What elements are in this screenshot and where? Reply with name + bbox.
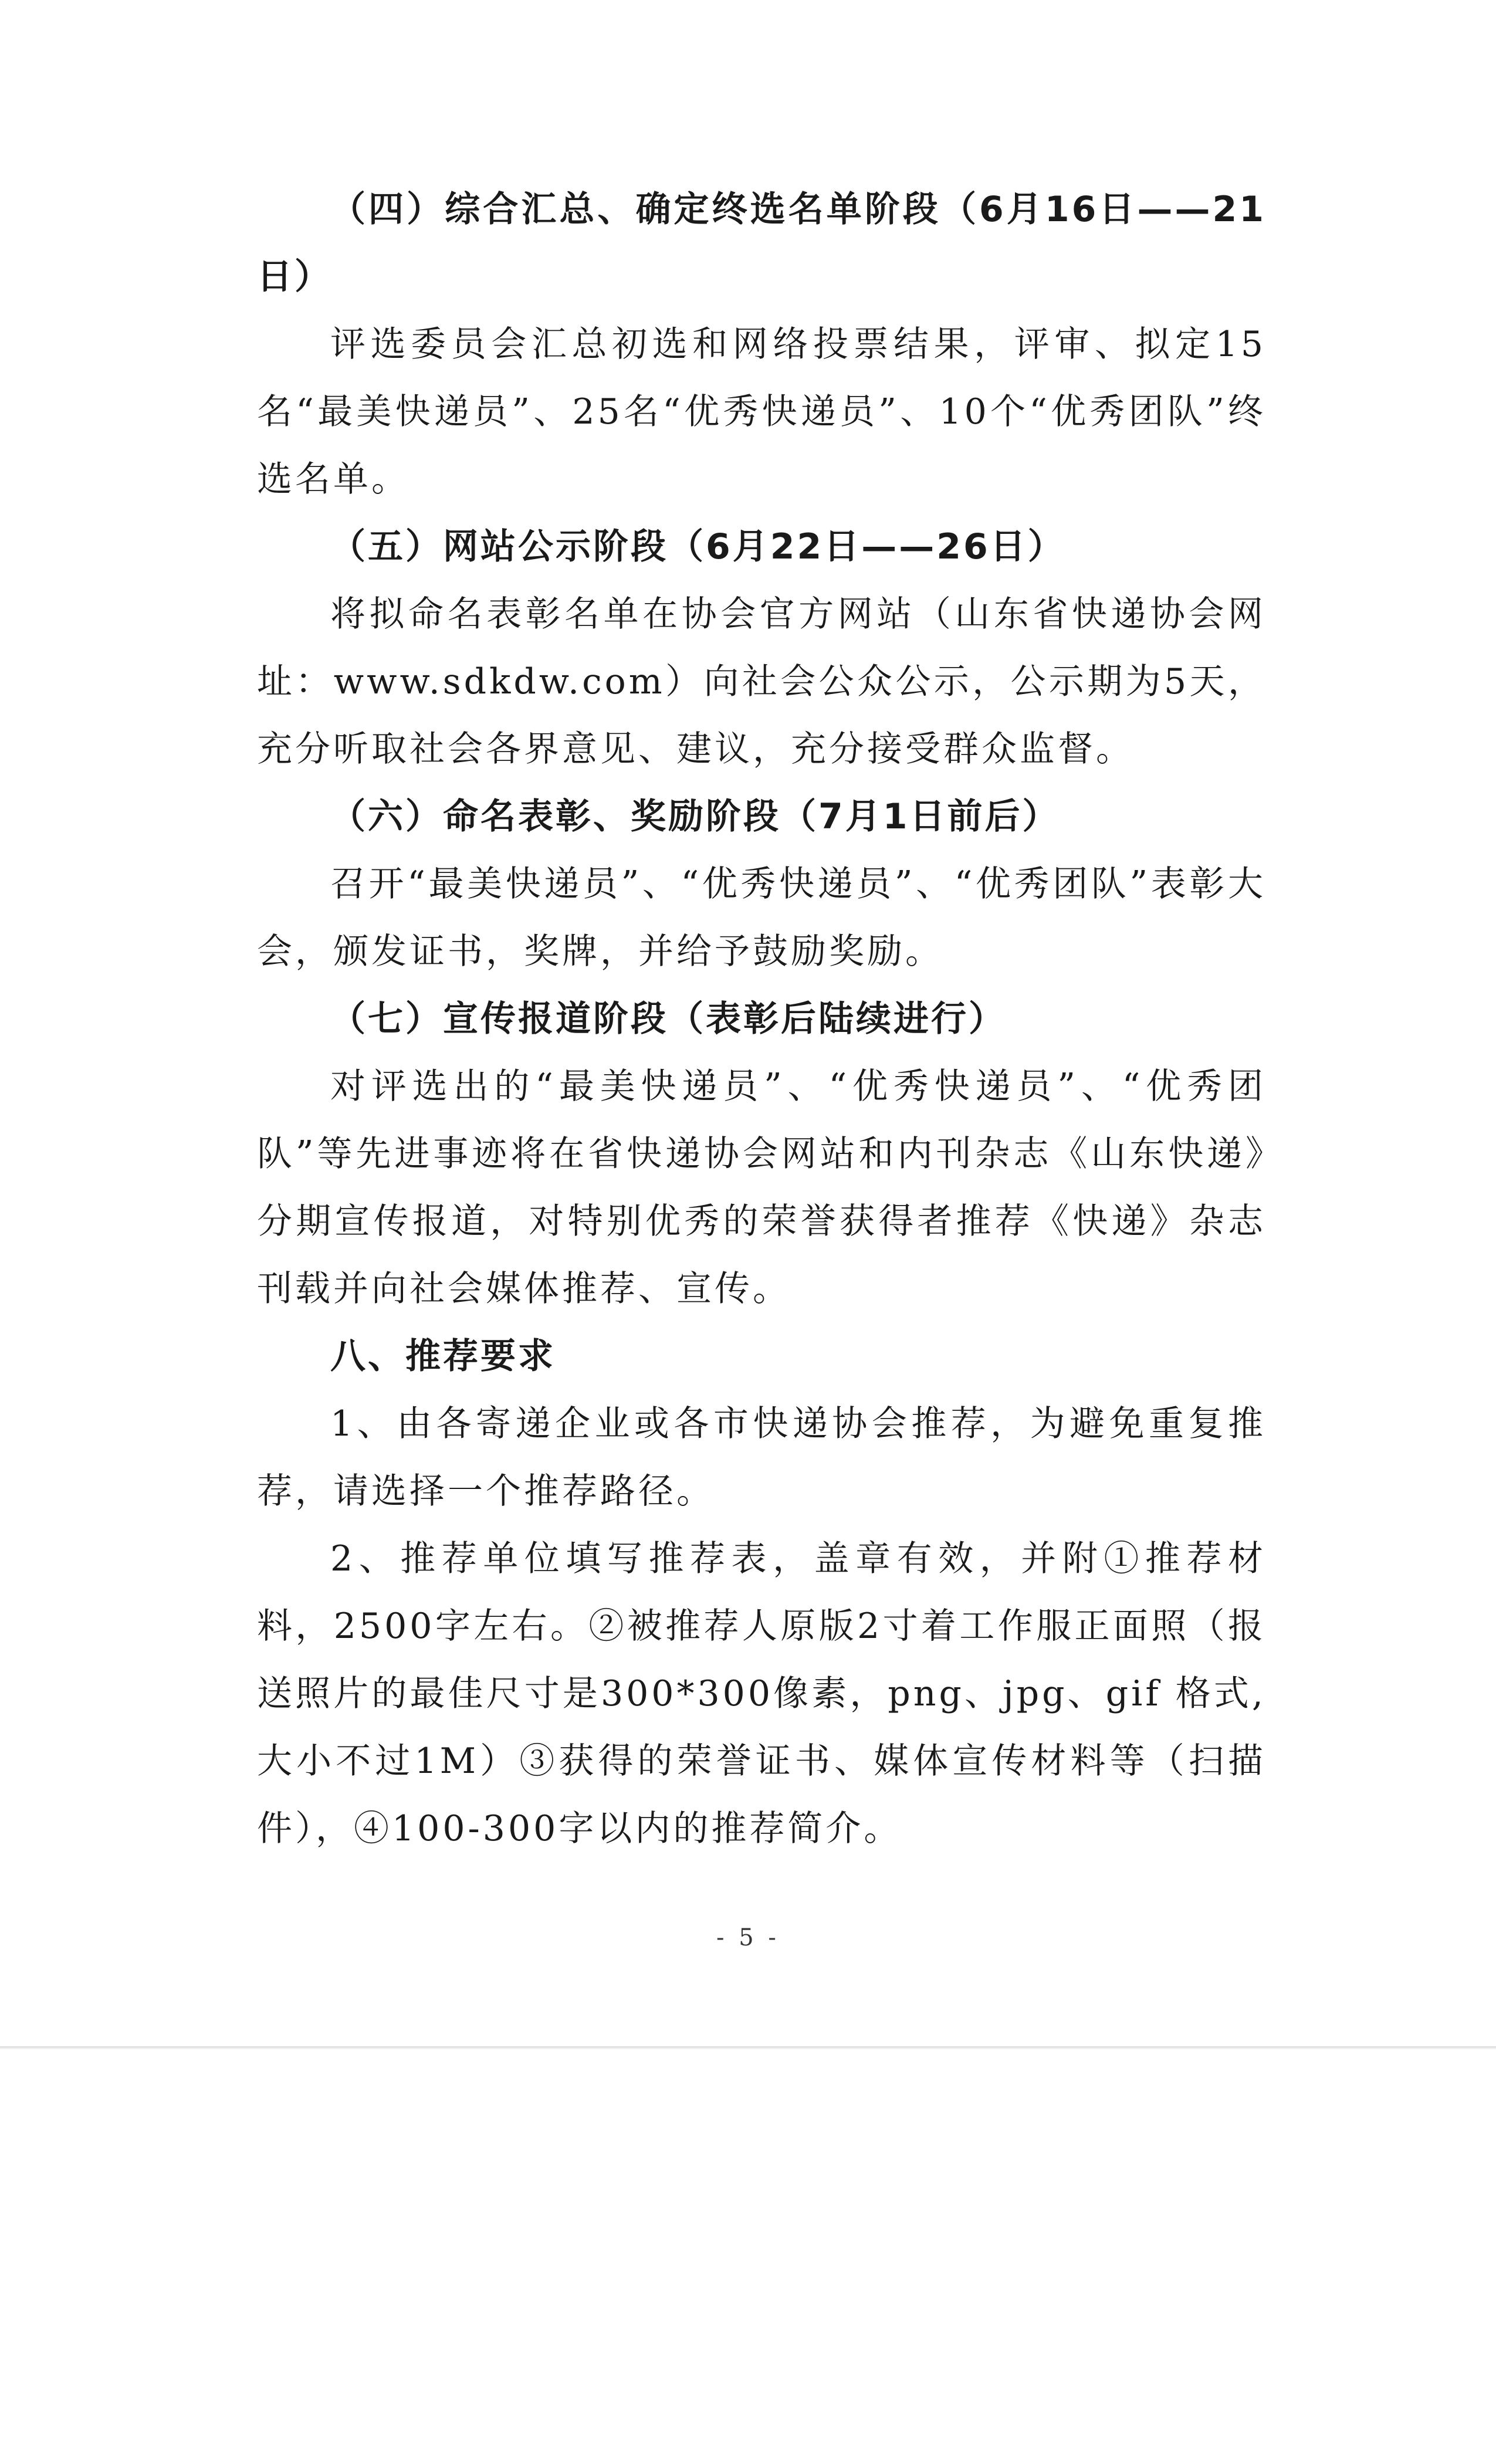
paragraph-requirement-1: 1、由各寄递企业或各市快递协会推荐，为避免重复推荐，请选择一个推荐路径。 bbox=[257, 1403, 1266, 1512]
section-heading-8: 八、推荐要求 bbox=[330, 1336, 556, 1377]
section-heading-7: （七）宣传报道阶段（表彰后陆续进行） bbox=[330, 999, 1006, 1040]
paragraph-commendation: 召开“最美快递员”、“优秀快递员”、“优秀团队”表彰大会，颁发证书，奖牌，并给予鼓励奖励。 bbox=[257, 864, 1266, 972]
paragraph-publicity: 对评选出的“最美快递员”、“优秀快递员”、“优秀团队”等先进事迹将在省快递协会网站和内刊杂志《山东快递》分期宣传报道，对特别优秀的荣誉获得者推荐《快递》杂志刊载并向社会媒体推荐、宣传。 bbox=[257, 1066, 1266, 1309]
section-heading-5: （五）网站公示阶段（6月22日——26日） bbox=[330, 526, 1065, 567]
section-heading-6: （六）命名表彰、奖励阶段（7月1日前后） bbox=[330, 796, 1060, 837]
page-bottom-edge bbox=[0, 2046, 1496, 2050]
document-body bbox=[257, 176, 1266, 1863]
paragraph-final-list: 评选委员会汇总初选和网络投票结果，评审、拟定15名“最美快递员”、25名“优秀快递员”、10个“优秀团队”终选名单。 bbox=[257, 324, 1266, 500]
paragraph-public-notice: 将拟命名表彰名单在协会官方网站（山东省快递协会网址：www.sdkdw.com）向社会公众公示，公示期为5天，充分听取社会各界意见、建议，充分接受群众监督。 bbox=[257, 594, 1266, 770]
page-number: - 5 - bbox=[716, 1924, 780, 1951]
paragraph-requirement-2: 2、推荐单位填写推荐表，盖章有效，并附①推荐材料，2500字左右。②被推荐人原版2寸着工作服正面照（报送照片的最佳尺寸是300*300像素，png、jpg、gif 格式,大小不过1M）③获得的荣誉证书、媒体宣传材料等（扫描件），④100-300字以内的推荐简介。 bbox=[257, 1538, 1266, 1849]
section-heading-4: （四）综合汇总、确定终选名单阶段（6月16日——21日） bbox=[257, 189, 1266, 297]
